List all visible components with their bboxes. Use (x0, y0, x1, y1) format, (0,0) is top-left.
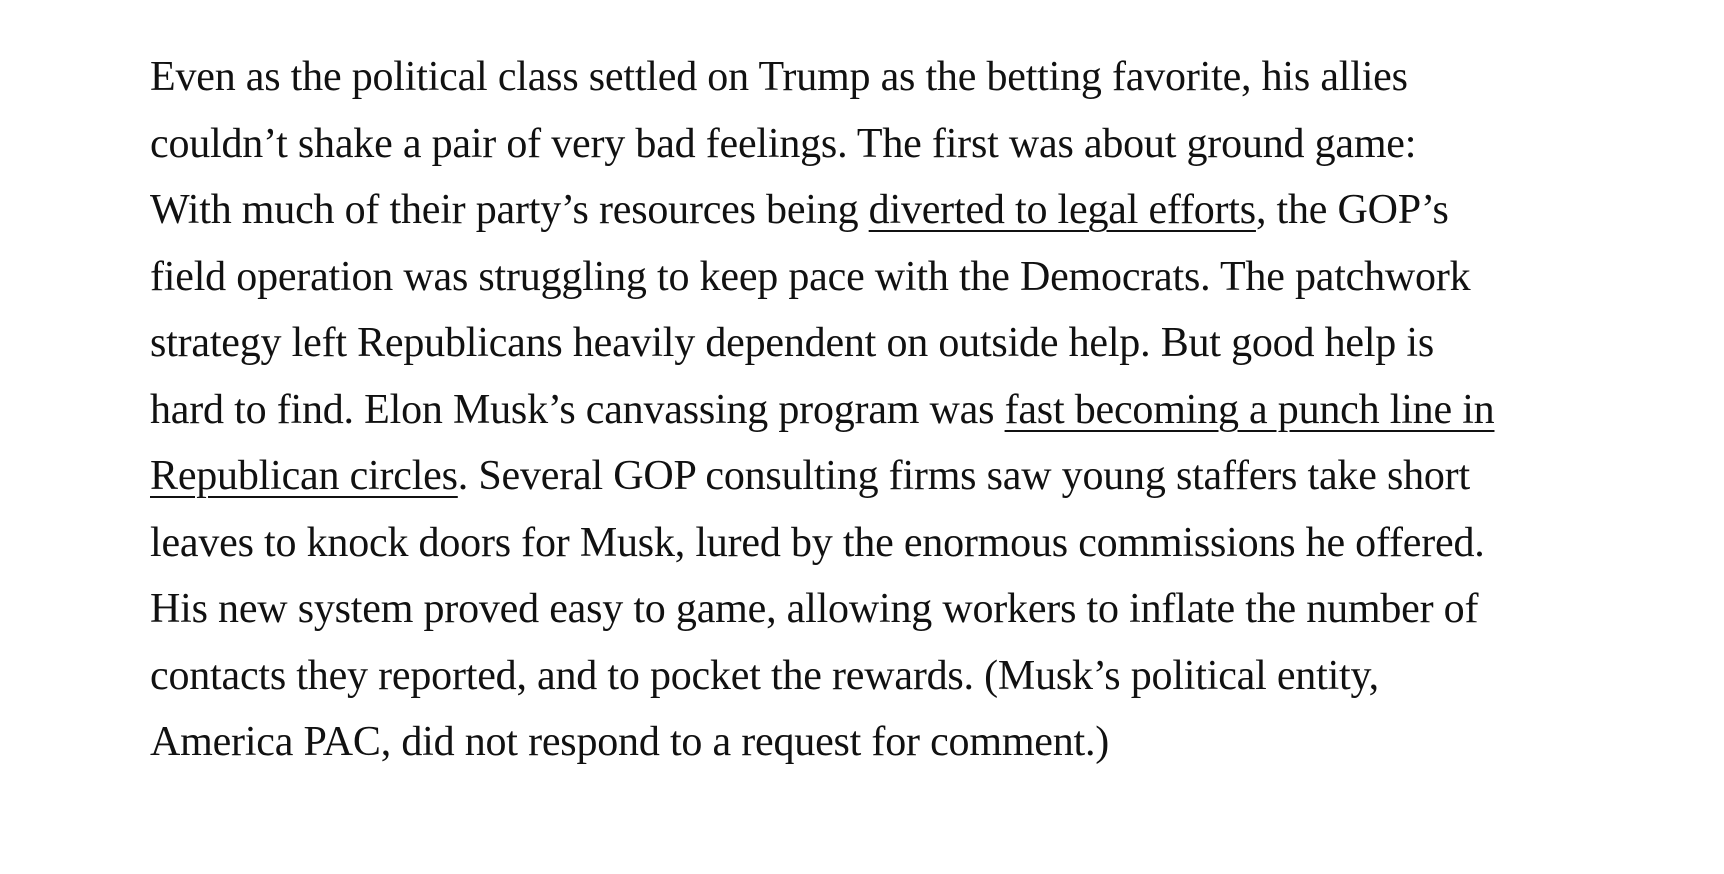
link-fast-becoming-a-punch-line[interactable]: fast becoming a punch line in Republican circles (150, 386, 1495, 499)
paragraph-text: Even as the political class settled on Trump as the betting favorite, his allies couldn’t shake a pair of very bad feelings. The first was about ground game: With much of their party’s resources being (150, 54, 1417, 233)
paragraph-text: . Several GOP consulting firms saw young staffers take short leaves to knock doors for Musk, lured by the enormous commissions he offered. His new system proved easy to game, allowing workers to inflate the number of contacts they reported, and to pocket the rewards. (Musk’s political entity, America PAC, did not respond to a request for comment.) (150, 453, 1485, 765)
article-paragraph (150, 44, 1500, 776)
link-diverted-to-legal-efforts[interactable]: diverted to legal efforts (868, 187, 1256, 233)
paragraph-text: , the GOP’s field operation was struggling to keep pace with the Democrats. The patchwork strategy left Republicans heavily dependent on outside help. But good help is hard to find. Elon Musk’s canvassing program was (150, 187, 1471, 433)
